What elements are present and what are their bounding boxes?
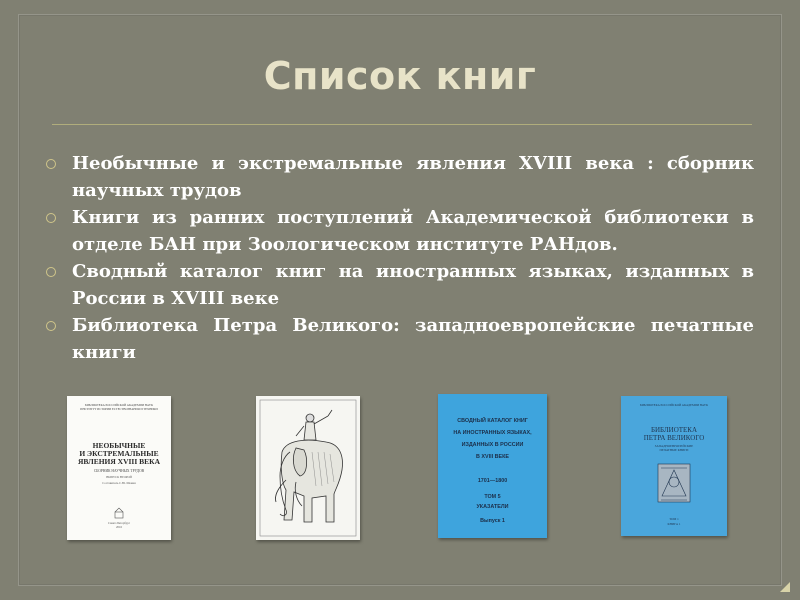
book-cover-union-catalogue: [438, 394, 547, 538]
cover-volume: ТОМ 5: [484, 494, 501, 500]
list-item: [46, 150, 754, 204]
cover-year: 2016: [116, 525, 122, 529]
cover-years: 1701—1800: [477, 478, 508, 484]
list-item-text: Сводный каталог книг на иностранных языках, изданных в России в XVIII веке: [72, 261, 754, 309]
cover-volume: ТОМ 1: [669, 517, 679, 521]
ring-bullet-icon: [46, 321, 56, 331]
cover-title-line3: ЯВЛЕНИЯ XVIII ВЕКА: [77, 457, 161, 466]
cover-subtitle-line1: ЗАПАДНОЕВРОПЕЙСКИЕ: [654, 444, 694, 448]
title-divider: [52, 124, 752, 125]
cover-volume-sub: УКАЗАТЕЛИ: [476, 504, 509, 510]
cover-header-line1: БИБЛИОТЕКА РОССИЙСКОЙ АКАДЕМИИ НАУК: [85, 403, 153, 407]
elephant-engraving-image: [256, 396, 360, 540]
cover-title-line2: И ЭКСТРЕМАЛЬНЫЕ: [79, 449, 159, 458]
list-item-text: Необычные и экстремальные явления XVIII века : сборник научных трудов: [72, 153, 754, 201]
cover-city: Санкт-Петербург: [108, 521, 130, 525]
cover-subtitle-line2: ПЕЧАТНЫЕ КНИГИ: [659, 448, 689, 452]
resize-corner-icon: [778, 580, 792, 594]
cover-volume-sub: КНИГА 1: [667, 522, 681, 526]
cover-header-line2: ИНСТИТУТ ИСТОРИИ ЕСТЕСТВОЗНАНИЯ И ТЕХНИКИ: [80, 407, 158, 411]
book-cover-extreme-phenomena: [67, 396, 171, 540]
book-cover-peter-the-great-library: [621, 396, 727, 536]
ring-bullet-icon: [46, 159, 56, 169]
emblem-icon: [658, 464, 690, 502]
list-item: [46, 258, 754, 312]
cover-subtitle: СБОРНИК НАУЧНЫХ ТРУДОВ: [93, 469, 145, 473]
book-covers: [0, 390, 800, 550]
cover-line2: НА ИНОСТРАННЫХ ЯЗЫКАХ,: [453, 430, 532, 436]
cover-header: БИБЛИОТЕКА РОССИЙСКОЙ АКАДЕМИИ НАУК: [640, 403, 708, 407]
cover-issue: ВЫПУСК ВТОРОЙ: [106, 475, 132, 479]
cover-title-line1: НЕОБЫЧНЫЕ: [92, 441, 146, 450]
list-item-text: Библиотека Петра Великого: западноевропейские печатные книги: [72, 315, 754, 363]
slide-title: Список книг: [263, 54, 537, 98]
cover-issue: Выпуск 1: [480, 518, 505, 524]
cover-title-line1: БИБЛИОТЕКА: [650, 426, 698, 434]
cover-line1: СВОДНЫЙ КАТАЛОГ КНИГ: [457, 418, 528, 424]
cover-editor: Составитель С.Ю. Шокин: [102, 481, 136, 485]
cover-title-line2: ПЕТРА ВЕЛИКОГО: [643, 434, 705, 442]
cover-line4: В XVIII ВЕКЕ: [476, 454, 509, 460]
ring-bullet-icon: [46, 267, 56, 277]
list-item: [46, 204, 754, 258]
list-item-text: Книги из ранних поступлений Академической библиотеки в отделе БАН при Зоологическом институте РАНдов.: [72, 207, 754, 255]
ring-bullet-icon: [46, 213, 56, 223]
cover-line3: ИЗДАННЫХ В РОССИИ: [461, 442, 524, 448]
book-list: [46, 150, 754, 366]
list-item: [46, 312, 754, 366]
